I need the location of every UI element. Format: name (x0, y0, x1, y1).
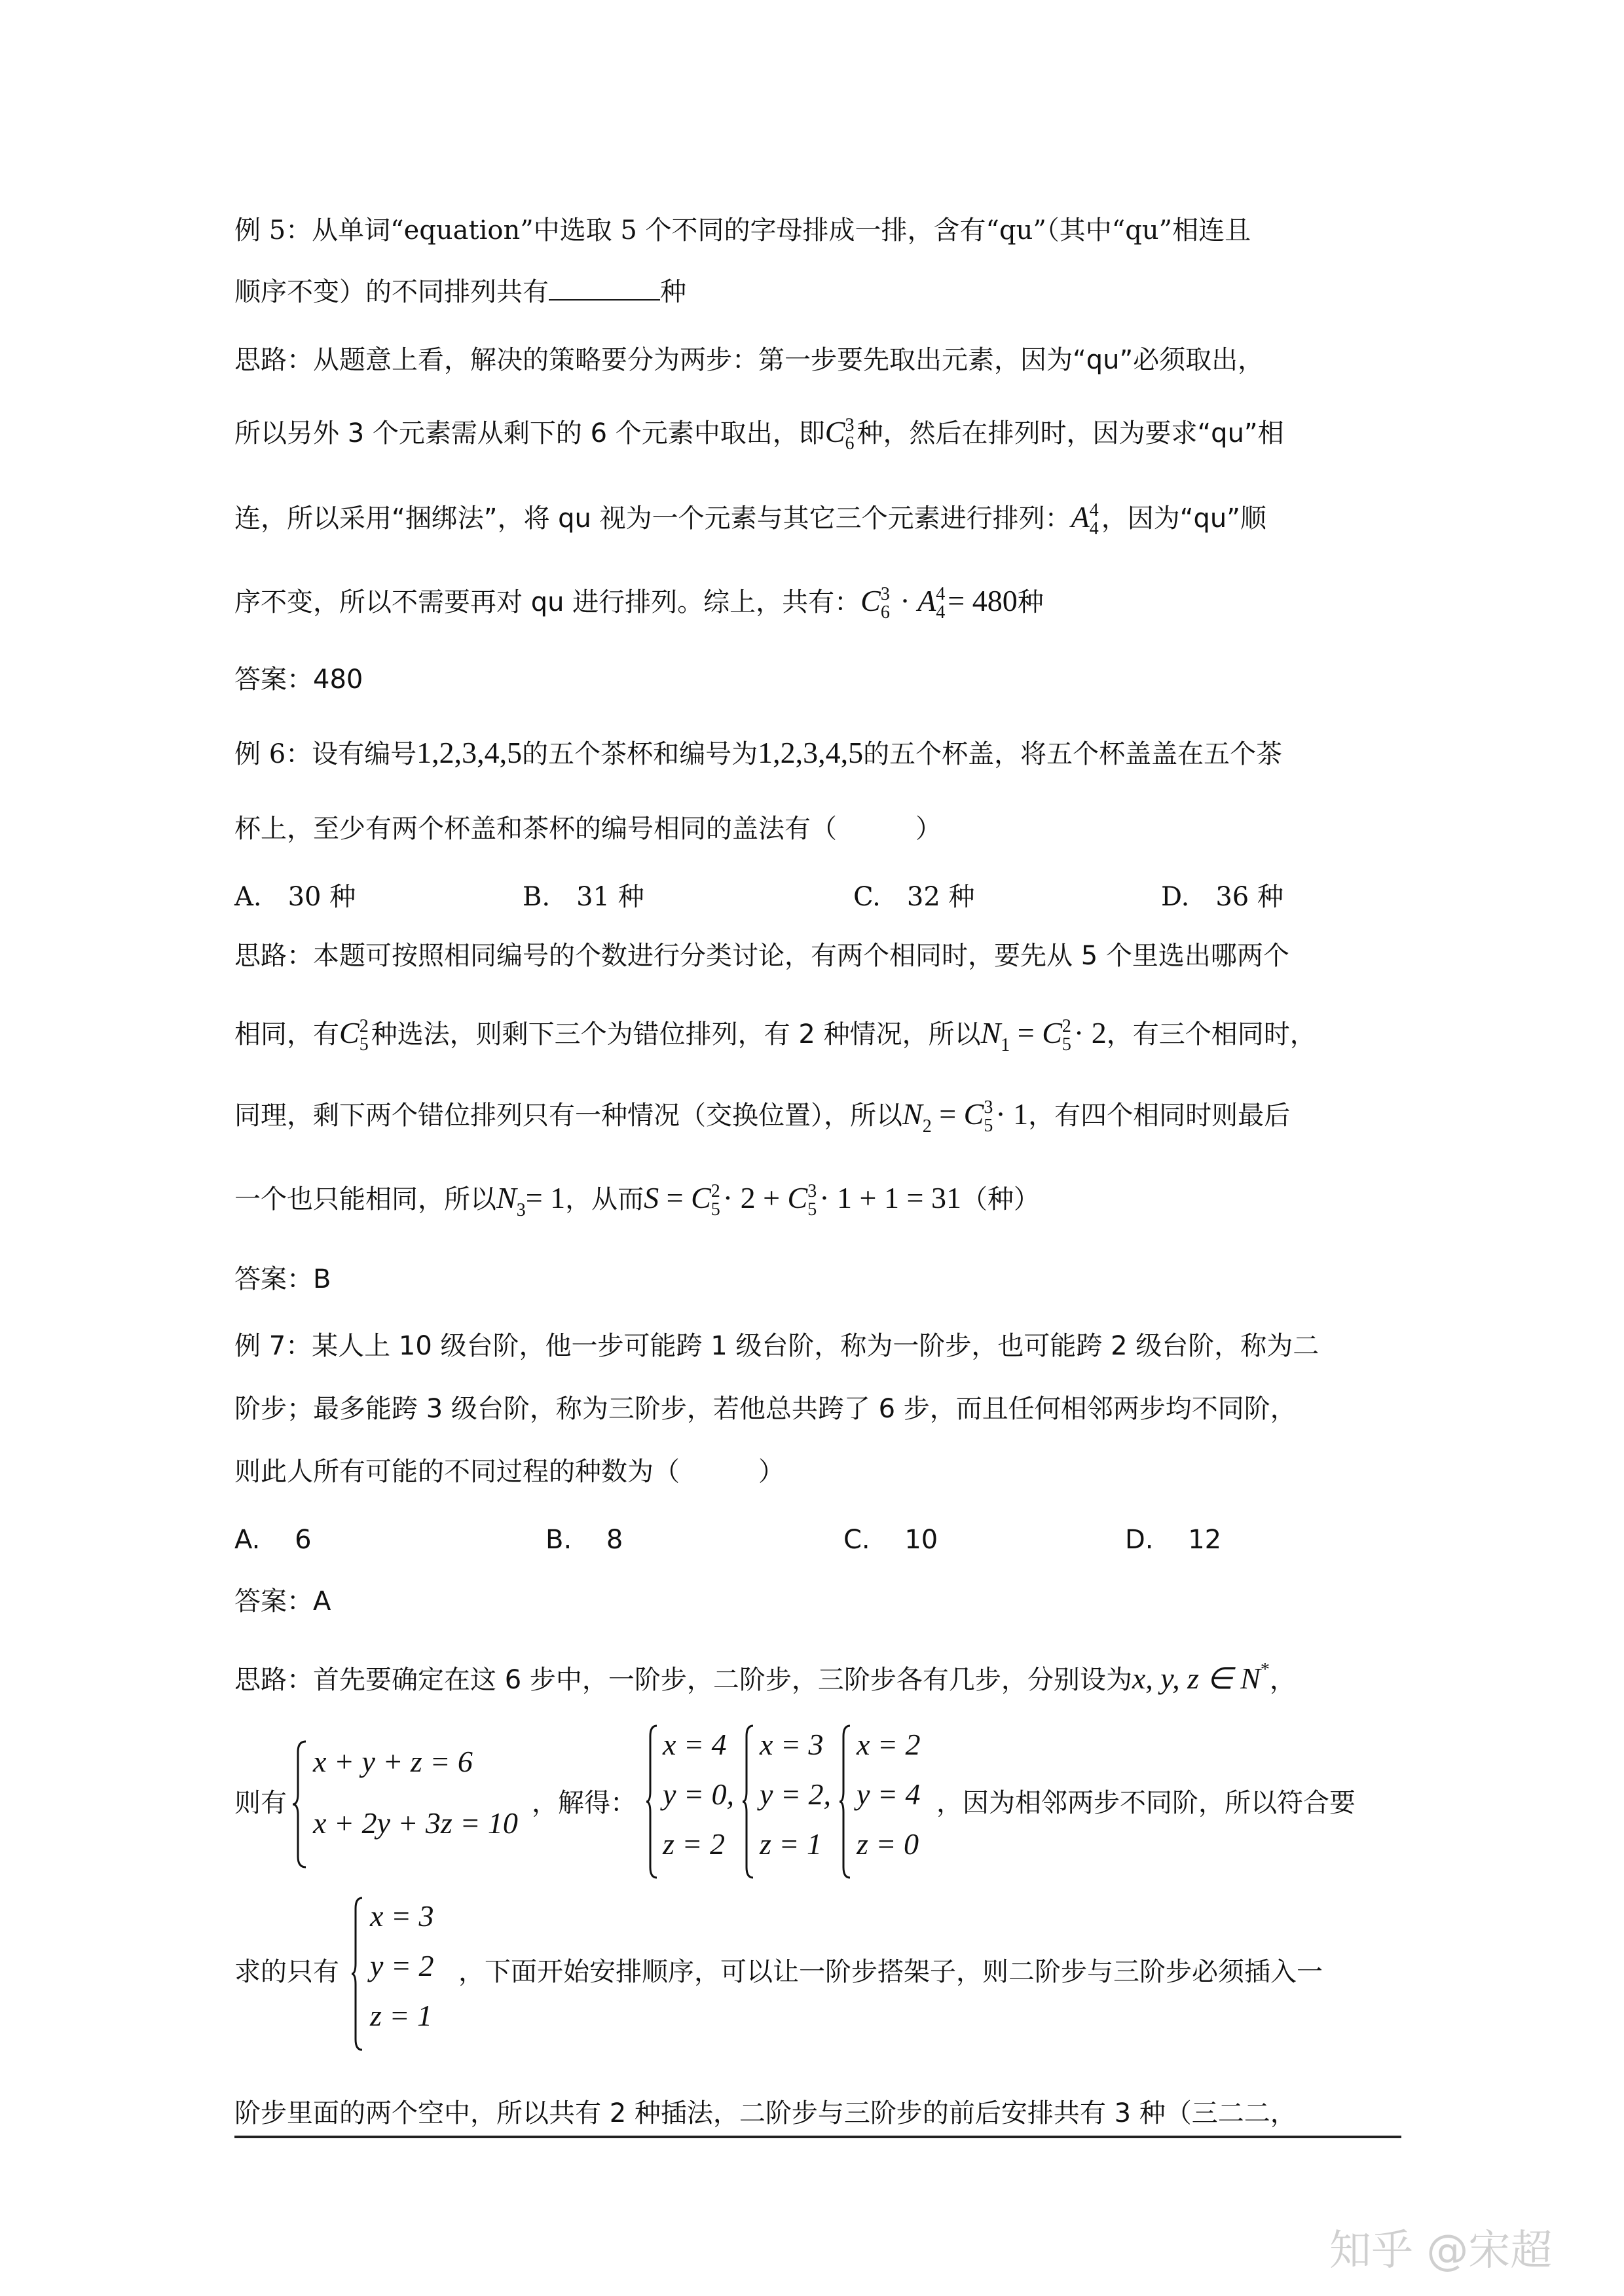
ex5-think3-text: 连，所以采用“捆绑法”，将 qu 视为一个元素与其它三个元素进行排列： (234, 503, 1071, 534)
sol1-row3: z = 2 (663, 1827, 725, 1861)
final-row2: y = 2 (370, 1949, 434, 1982)
a44-symbol: A (1071, 500, 1090, 534)
answer-blank (549, 273, 660, 301)
ex7-think2-a: 则有 (234, 1788, 287, 1818)
a44-indices (1090, 501, 1099, 538)
ex5-think3 (234, 498, 1266, 538)
s-symbol: S (644, 1181, 659, 1214)
c52-sup-c: 2 (710, 1181, 720, 1201)
final-row3: z = 1 (370, 1999, 432, 2032)
ex5-line2-text: 顺序不变）的不同排列共有 (234, 277, 549, 307)
sol2-brace (741, 1723, 754, 1880)
a44-sub-b: 4 (936, 602, 946, 623)
ex7-think4: 阶步里面的两个空中，所以共有 2 种插法，二阶步与三阶步的前后安排共有 3 种（三二二， (234, 2098, 1297, 2128)
n3-symbol: N (496, 1181, 517, 1214)
n2-sub: 2 (922, 1116, 932, 1137)
c52-indices-b (1062, 1017, 1071, 1054)
c53-indices (984, 1099, 993, 1135)
eq-480: = 480 (948, 584, 1018, 617)
c63-sup: 3 (845, 415, 855, 435)
sol2-row3: z = 1 (760, 1827, 822, 1861)
xyz-set: x, y, z ∈ N (1132, 1662, 1261, 1695)
n1-eq: = (1010, 1016, 1043, 1049)
c63-sub: 6 (845, 433, 855, 454)
n2-rhs: · 1 (995, 1097, 1029, 1131)
s-mid: · 2 + (722, 1181, 781, 1214)
s-end: · 1 + 1 = 31 (819, 1181, 961, 1214)
c63-sub-b: 6 (880, 602, 890, 623)
ex5-think2 (234, 412, 1284, 453)
c53-sub: 5 (984, 1116, 993, 1136)
sol2-row2: y = 2, (760, 1777, 831, 1811)
n2-eq: = (931, 1097, 964, 1131)
main-system-brace (291, 1739, 307, 1870)
ex6-seq-1: 1,2,3,4,5 (416, 736, 523, 769)
ex6-think4 (234, 1178, 1040, 1222)
ex7-think1-b: ， (1269, 1665, 1296, 1695)
c52-symbol-c: C (691, 1181, 711, 1214)
a44-sup: 4 (1089, 500, 1099, 520)
ex7-think3-b: ，下面开始安排顺序，可以让一阶步搭架子，则二阶步与三阶步必须插入一 (458, 1957, 1323, 1987)
c52-sub: 5 (359, 1034, 369, 1055)
ex6-line1 (234, 733, 1282, 774)
c52-sub-b: 5 (1061, 1034, 1071, 1055)
ex7-think1 (234, 1659, 1296, 1703)
ex6-answer: 答案：B (234, 1264, 331, 1294)
c53-symbol: C (963, 1097, 984, 1131)
c52-sub-c: 5 (710, 1199, 720, 1220)
ex5-line2-end: 种 (660, 277, 686, 307)
ex6-think3-a: 同理，剩下两个错位排列只有一种情况（交换位置），所以 (234, 1101, 902, 1131)
n1-rhs: · 2 (1073, 1016, 1107, 1049)
sol3-brace (838, 1723, 851, 1880)
ex6-seq-2: 1,2,3,4,5 (758, 736, 864, 769)
ex6-line1-c: 的五个杯盖，将五个杯盖盖在五个茶 (863, 739, 1283, 769)
ex6-option-a: A. 30 种 (234, 882, 356, 912)
c52-sup: 2 (359, 1016, 369, 1036)
ex7-line3: 则此人所有可能的不同过程的种数为（ ） (234, 1457, 784, 1487)
sol3-row1: x = 2 (857, 1728, 921, 1761)
ex6-line1-a: 例 6：设有编号 (234, 739, 417, 769)
n1-symbol: N (980, 1016, 1001, 1049)
c52-symbol: C (339, 1016, 360, 1049)
sol2-row1: x = 3 (760, 1728, 824, 1761)
ex6-think4-c: （种） (961, 1184, 1040, 1214)
ex6-option-d: D. 36 种 (1161, 882, 1283, 912)
main-system-row2: x + 2y + 3z = 10 (313, 1806, 518, 1840)
ex6-think1: 思路：本题可按照相同编号的个数进行分类讨论，有两个相同时，要先从 5 个里选出哪两个 (234, 941, 1289, 971)
ex5-think4 (234, 581, 1044, 622)
ex5-line1: 例 5：从单词“equation”中选取 5 个不同的字母排成一排，含有“qu”（其中“qu”相连且 (234, 215, 1251, 246)
ex6-think3 (234, 1095, 1290, 1139)
ex5-line2 (234, 272, 686, 312)
a44-sub: 4 (1089, 519, 1099, 539)
c53-indices-b (807, 1182, 817, 1219)
sol3-row3: z = 0 (857, 1827, 919, 1861)
n3-eq: = 1 (525, 1181, 566, 1214)
ex6-option-c: C. 32 种 (853, 882, 975, 912)
ex7-think2-b: ，解得： (532, 1788, 637, 1818)
c63-symbol-b: C (860, 584, 881, 617)
ex5-think4-text: 序不变，所以不需要再对 qu 进行排列。综上，共有： (234, 587, 861, 617)
ex7-think1-a: 思路：首先要确定在这 6 步中，一阶步，二阶步，三阶步各有几步，分别设为 (234, 1665, 1132, 1695)
ex6-line1-b: 的五个茶杯和编号为 (522, 739, 758, 769)
c63-indices-b (881, 585, 890, 622)
ex6-think3-b: ，有四个相同时则最后 (1028, 1101, 1291, 1131)
ex5-think4-end: 种 (1017, 587, 1044, 617)
xyz-star: * (1260, 1660, 1270, 1680)
n2-symbol: N (902, 1097, 923, 1131)
c63-symbol: C (824, 415, 845, 448)
ex6-option-b: B. 31 种 (523, 882, 644, 912)
a44-symbol-b: A (917, 584, 936, 617)
sol3-row2: y = 4 (857, 1777, 921, 1811)
ex6-think4-a: 一个也只能相同，所以 (234, 1184, 496, 1214)
dot: · (892, 584, 918, 617)
ex5-answer: 答案：480 (234, 665, 363, 695)
c53-sub-b: 5 (807, 1199, 817, 1220)
ex5-think2-end: 种，然后在排列时，因为要求“qu”相 (857, 418, 1284, 448)
c63-sup-b: 3 (880, 584, 890, 604)
n1-sub: 1 (1001, 1035, 1010, 1055)
c52-sup-b: 2 (1061, 1016, 1071, 1036)
final-brace (350, 1895, 363, 2052)
watermark: 知乎 @宋超 (1329, 2227, 1553, 2275)
n3-sub: 3 (516, 1200, 526, 1220)
c52-symbol-b: C (1042, 1016, 1062, 1049)
c63-indices (845, 416, 854, 453)
ex7-option-c: C. 10 (843, 1525, 938, 1555)
ex6-think2-b: 种选法，则剩下三个为错位排列，有 2 种情况，所以 (371, 1019, 981, 1049)
ex7-think2-c: ，因为相邻两步不同阶，所以符合要 (936, 1788, 1356, 1818)
ex7-option-b: B. 8 (545, 1525, 623, 1555)
ex7-line1: 例 7：某人上 10 级台阶，他一步可能跨 1 级台阶，称为一阶步，也可能跨 2 级台阶，称为二 (234, 1331, 1320, 1361)
c52-indices (360, 1017, 369, 1054)
main-system-row1: x + y + z = 6 (313, 1745, 473, 1778)
ex5-think2-text: 所以另外 3 个元素需从剩下的 6 个元素中取出，即 (234, 418, 825, 448)
ex6-think4-b: ，从而 (565, 1184, 644, 1214)
ex7-option-d: D. 12 (1125, 1525, 1222, 1555)
a44-sup-b: 4 (936, 584, 946, 604)
c52-indices-c (711, 1182, 720, 1219)
ex6-think2 (234, 1013, 1316, 1057)
final-row1: x = 3 (370, 1899, 434, 1933)
footer-divider (234, 2136, 1401, 2138)
ex5-think1: 思路：从题意上看，解决的策略要分为两步：第一步要先取出元素，因为“qu”必须取出， (234, 345, 1264, 375)
sol1-row1: x = 4 (663, 1728, 727, 1761)
sol1-row2: y = 0, (663, 1777, 734, 1811)
ex6-think2-a: 相同，有 (234, 1019, 339, 1049)
c53-sup-b: 3 (807, 1181, 817, 1201)
ex7-option-a: A. 6 (234, 1525, 312, 1555)
ex7-think3-a: 求的只有 (234, 1957, 339, 1987)
s-eq: = (659, 1181, 692, 1214)
ex7-answer: 答案：A (234, 1586, 331, 1616)
ex7-line2: 阶步；最多能跨 3 级台阶，称为三阶步，若他总共跨了 6 步，而且任何相邻两步均不同阶， (234, 1394, 1297, 1424)
c53-symbol-b: C (780, 1181, 808, 1214)
a44-indices-b (936, 585, 945, 622)
c53-sup: 3 (984, 1097, 993, 1118)
ex6-line2: 杯上，至少有两个杯盖和茶杯的编号相同的盖法有（ ） (234, 814, 942, 844)
ex5-think3-end: ，因为“qu”顺 (1101, 503, 1266, 534)
sol1-brace (645, 1723, 658, 1880)
ex6-think2-c: ，有三个相同时， (1106, 1019, 1316, 1049)
